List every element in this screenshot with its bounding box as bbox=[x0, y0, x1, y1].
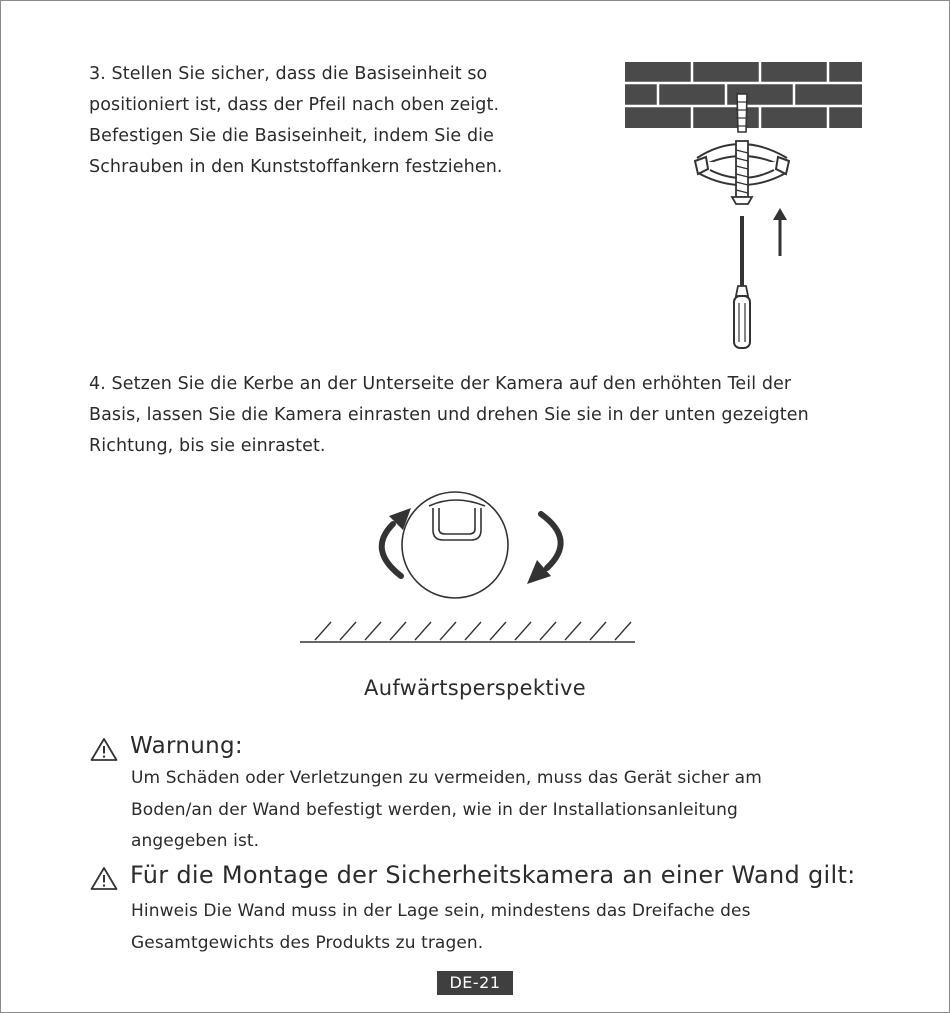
warning-line: Hinweis Die Wand muss in der Lage sein, mindestens das Dreifache des bbox=[131, 901, 751, 921]
step-3-line: Befestigen Sie die Basiseinheit, indem Sie die bbox=[89, 126, 494, 146]
warning-line: Boden/an der Wand befestigt werden, wie in der Installationsanleitung bbox=[131, 799, 738, 820]
warning-body bbox=[131, 763, 762, 858]
wall-mount-illustration bbox=[620, 58, 870, 358]
warning-line: Gesamtgewichts des Produkts zu tragen. bbox=[131, 932, 484, 953]
wall-mount-note-body bbox=[131, 896, 751, 959]
step-4-line: 4. Setzen Sie die Kerbe an der Unterseite der Kamera auf den erhöhten Teil der bbox=[89, 374, 792, 394]
warning-title: Warnung: bbox=[130, 733, 243, 759]
step-4-line: Basis, lassen Sie die Kamera einrasten und drehen Sie sie in der unten gezeigten bbox=[89, 405, 809, 425]
step-3-line: 3. Stellen Sie sicher, dass die Basiseinheit so bbox=[89, 64, 488, 84]
rotate-right-arrow-icon bbox=[527, 514, 561, 584]
warning-triangle-icon bbox=[90, 866, 118, 891]
step-4-text bbox=[89, 369, 809, 462]
arrow-up-icon bbox=[773, 208, 787, 256]
camera-icon bbox=[402, 492, 508, 598]
warning-line: angegeben ist. bbox=[131, 831, 260, 851]
step-3-text bbox=[89, 59, 503, 183]
camera-rotation-illustration bbox=[295, 490, 640, 650]
ground-hatch bbox=[300, 622, 635, 642]
step-3-line: Schrauben in den Kunststoffankern festziehen. bbox=[89, 157, 503, 177]
warning-triangle-icon bbox=[90, 737, 118, 762]
wall-mount-note-title: Für die Montage der Sicherheitskamera an einer Wand gilt: bbox=[130, 861, 856, 889]
warning-line: Um Schäden oder Verletzungen zu vermeiden, muss das Gerät sicher am bbox=[131, 768, 762, 788]
page-number-badge: DE-21 bbox=[437, 971, 513, 995]
step-3-line: positioniert ist, dass der Pfeil nach oben zeigt. bbox=[89, 95, 500, 115]
screwdriver-icon bbox=[734, 216, 750, 348]
wall-anchor-icon bbox=[736, 94, 748, 132]
step-4-line: Richtung, bis sie einrastet. bbox=[89, 436, 326, 456]
illustration-caption: Aufwärtsperspektive bbox=[364, 676, 586, 700]
